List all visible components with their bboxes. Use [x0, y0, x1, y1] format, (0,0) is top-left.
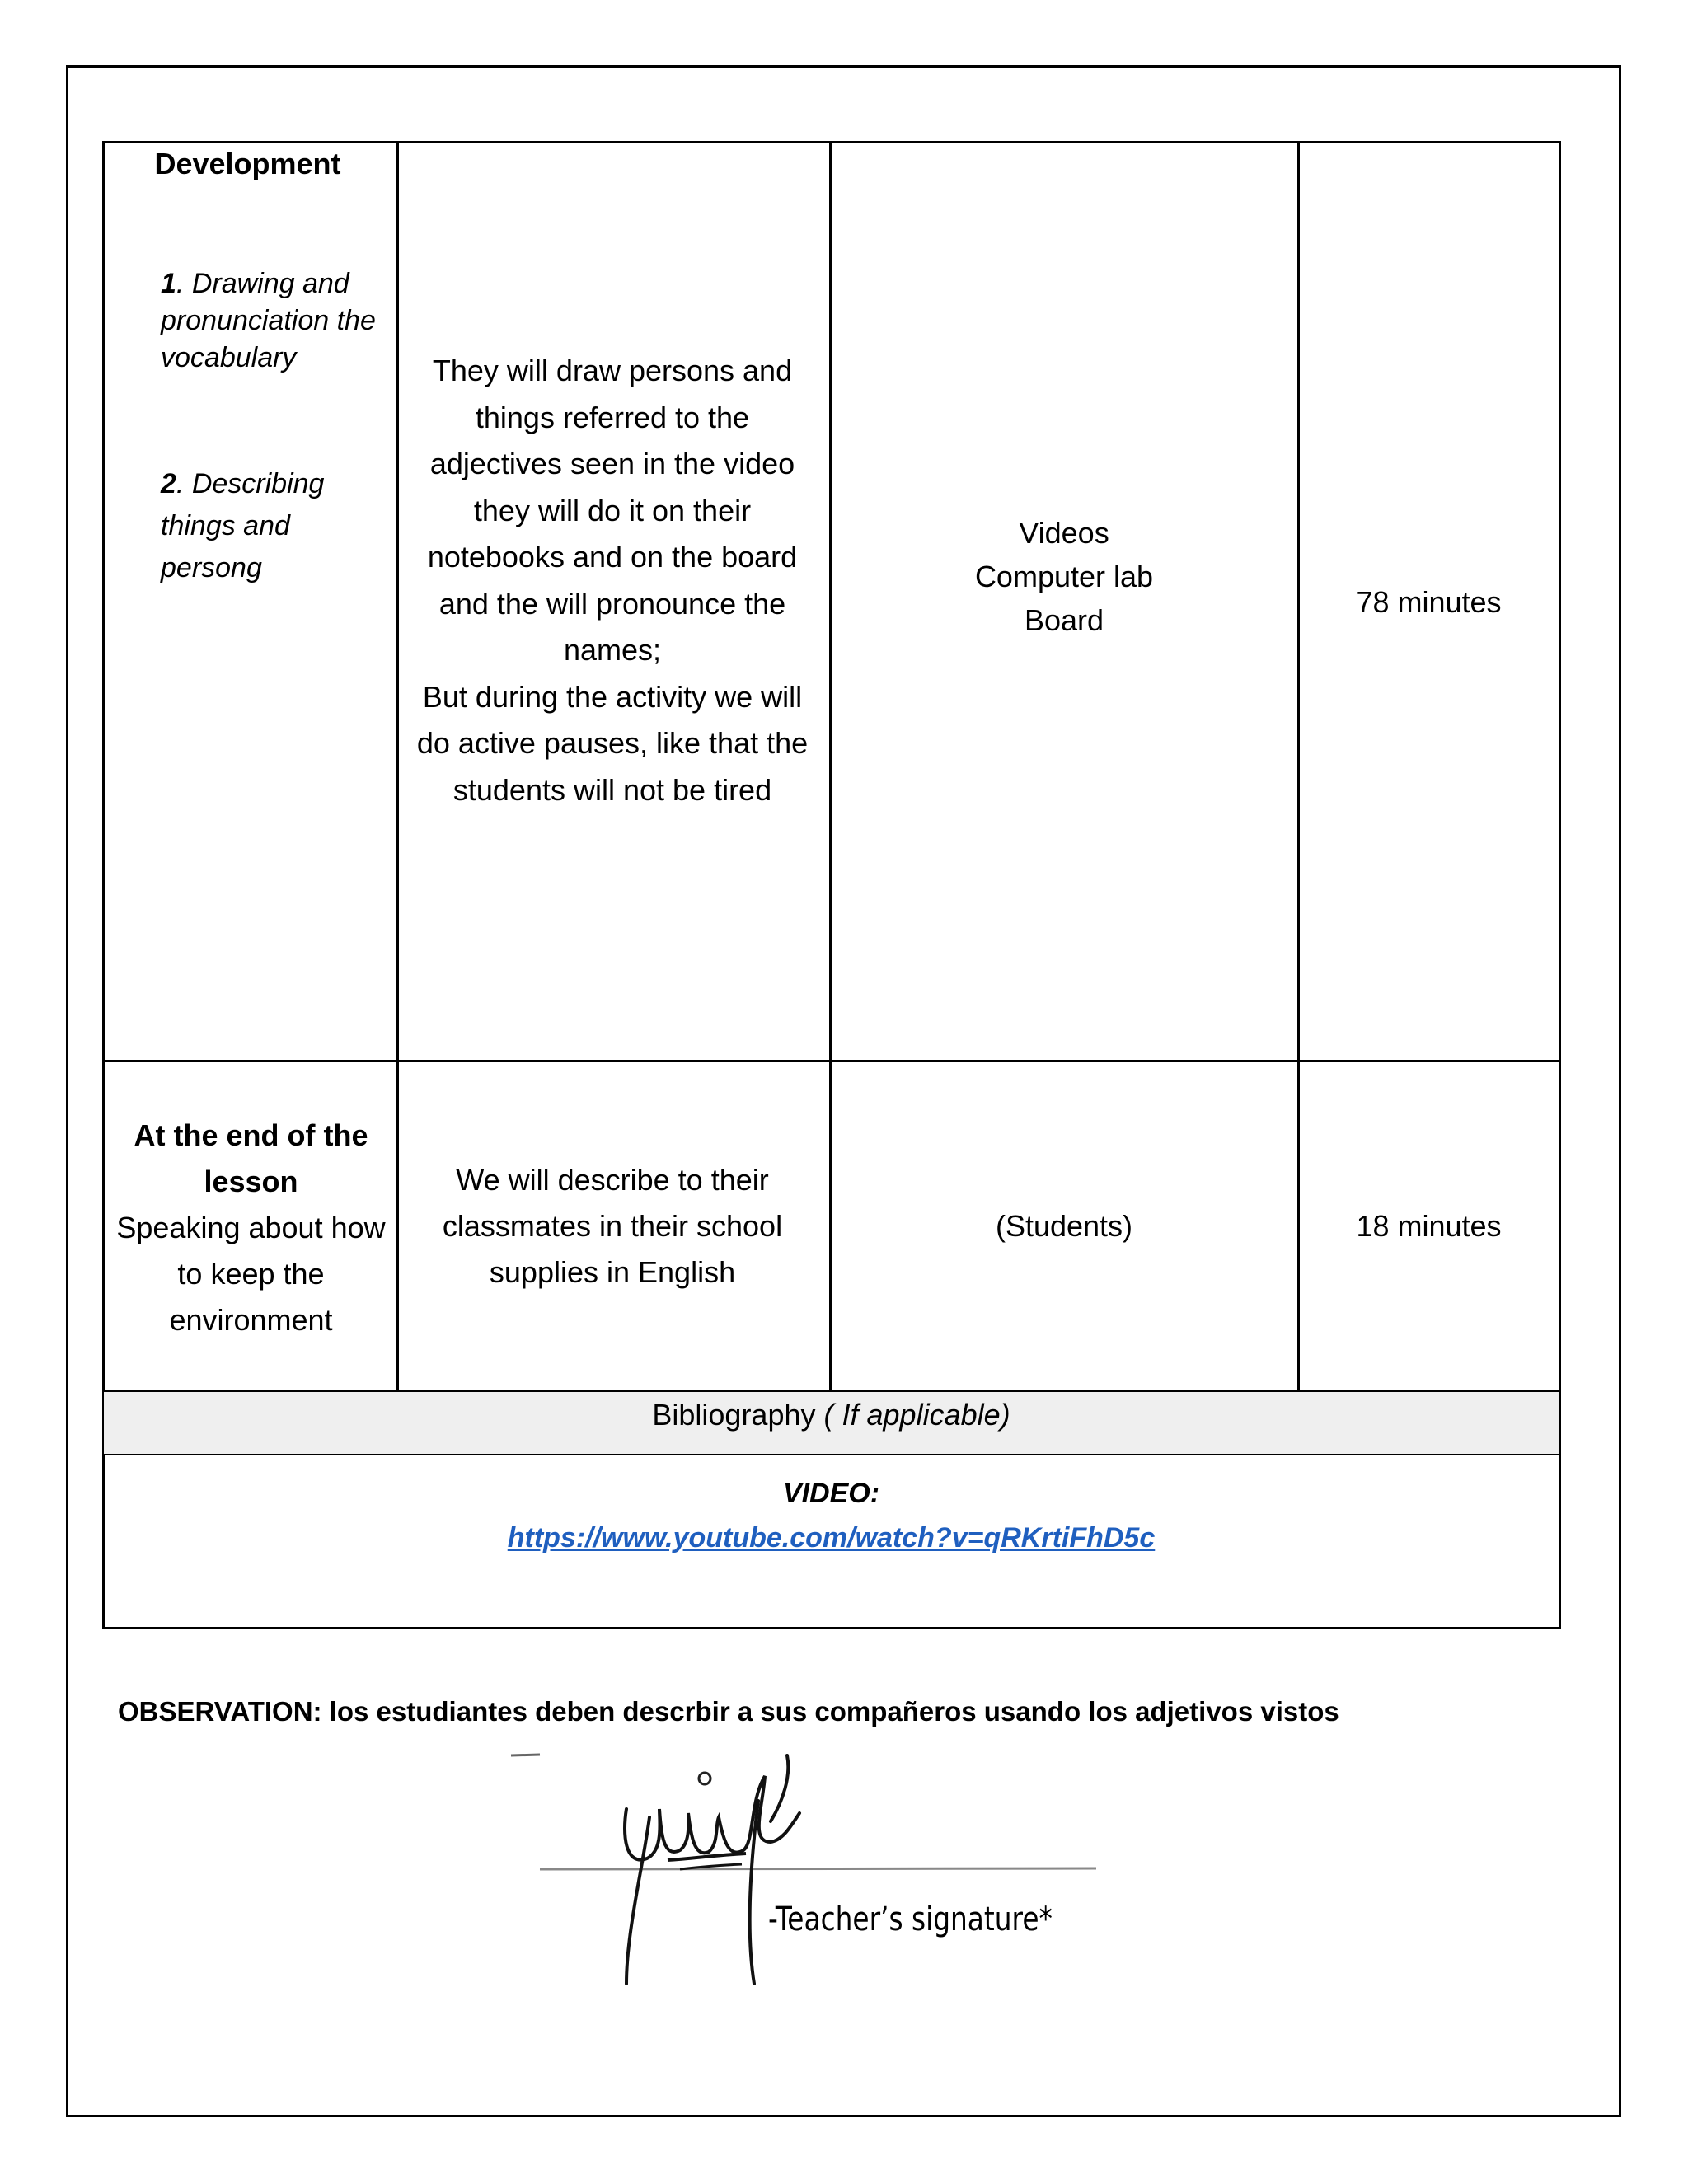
- resource-item: Computer lab: [974, 560, 1154, 593]
- development-activity: [399, 348, 826, 813]
- activity-line: do active pauses, like that the: [416, 726, 809, 760]
- table-bottom-border: [102, 1627, 1561, 1629]
- activity-line: they will do it on their: [473, 493, 752, 527]
- activity-line: names;: [563, 633, 662, 667]
- resource-item: Board: [1024, 603, 1104, 637]
- activity-line: notebooks and on the board: [427, 540, 798, 574]
- bibliography-header: [104, 1392, 1559, 1438]
- activity-line: students will not be tired: [452, 772, 772, 807]
- activity-line: things referred to the: [475, 400, 750, 434]
- bibliography-note: ( If applicable): [823, 1398, 1010, 1432]
- end-of-lesson-cell: [106, 1113, 396, 1343]
- development-time: 78 minutes: [1356, 585, 1502, 619]
- activity-line: and the will pronounce the: [438, 586, 786, 621]
- end-time: 18 minutes: [1356, 1209, 1502, 1243]
- end-activity: [399, 1157, 826, 1296]
- end-of-lesson-title: At the end of the: [134, 1118, 368, 1152]
- end-of-lesson-title-2: lesson: [204, 1165, 298, 1198]
- activity-line: They will draw persons and: [432, 354, 793, 387]
- teacher-signature-drawing: [503, 1743, 1104, 1990]
- row-divider-1: [102, 1060, 1561, 1062]
- development-title: Development: [154, 147, 341, 180]
- video-link[interactable]: https://www.youtube.com/watch?v=qRKrtiFhD5c: [507, 1522, 1156, 1554]
- end-subtitle-line: Speaking about how: [116, 1211, 386, 1244]
- item-2-text: . Describing things and persong: [161, 468, 325, 583]
- item-2-number: 2: [161, 468, 176, 499]
- end-activity-line: classmates in their school: [442, 1209, 783, 1243]
- item-1-number: 1: [161, 268, 176, 299]
- end-activity-line: supplies in English: [489, 1255, 736, 1289]
- development-item-2: [161, 463, 392, 589]
- resource-item: Videos: [1019, 516, 1109, 550]
- observation-text: OBSERVATION: los estudiantes deben descrbir a sus compañeros usando los adjetivos vistos: [118, 1696, 1339, 1727]
- activity-line: adjectives seen in the video: [429, 447, 795, 480]
- activity-line: But during the activity we will: [422, 679, 803, 714]
- col-divider-2: [829, 141, 832, 1392]
- end-subtitle-line: to keep the: [177, 1257, 325, 1291]
- item-1-text: . Drawing and pronunciation the vocabulary: [161, 268, 376, 373]
- development-resources: [832, 511, 1296, 642]
- development-item-1: [161, 265, 392, 377]
- video-label: VIDEO:: [782, 1478, 880, 1509]
- bibliography-label: Bibliography: [652, 1398, 816, 1432]
- end-resources: (Students): [995, 1209, 1133, 1243]
- end-subtitle-line: environment: [169, 1303, 333, 1337]
- table-right-border: [1559, 141, 1561, 1629]
- end-activity-line: We will describe to their: [456, 1163, 769, 1197]
- signature-caption: -Teacher’s signature*: [768, 1900, 1053, 1938]
